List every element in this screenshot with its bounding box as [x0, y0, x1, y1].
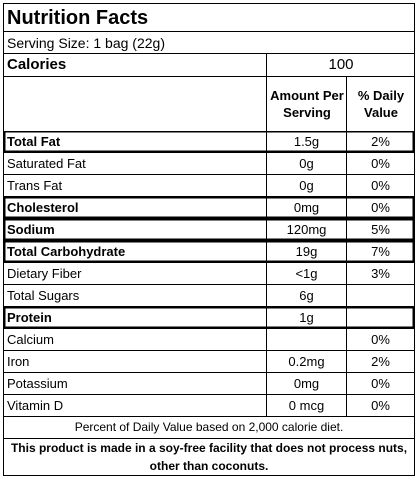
nutrient-daily-value [346, 307, 414, 329]
daily-value-footnote: Percent of Daily Value based on 2,000 calorie diet. [4, 416, 414, 439]
nutrient-row-vitamin-d [4, 395, 414, 417]
nutrient-daily-value: 0% [346, 153, 414, 175]
nutrient-name: Saturated Fat [7, 156, 86, 171]
allergen-note: This product is made in a soy-free facility that does not process nuts, other than coconuts. [10, 441, 408, 473]
nutrient-daily-value: 2% [346, 131, 414, 153]
nutrient-daily-value: 7% [346, 241, 414, 263]
nutrient-row-sodium [4, 219, 414, 241]
nutrient-name: Total Fat [7, 134, 61, 149]
column-header-row [4, 76, 414, 132]
nutrient-name: Trans Fat [7, 178, 63, 193]
nutrition-facts-label [3, 3, 415, 476]
header-blank-cell [4, 76, 266, 131]
label-title: Nutrition Facts [4, 4, 414, 32]
nutrient-name: Cholesterol [7, 200, 79, 215]
nutrient-row-trans-fat [4, 175, 414, 197]
nutrient-name: Vitamin D [7, 398, 64, 413]
nutrient-amount: 120mg [266, 219, 346, 241]
nutrient-name: Total Carbohydrate [7, 244, 126, 259]
nutrient-name: Sodium [7, 222, 55, 237]
nutrient-daily-value: 2% [346, 351, 414, 373]
nutrient-rows [4, 131, 414, 417]
nutrient-row-calcium [4, 329, 414, 351]
header-amount-per-serving: Amount Per Serving [266, 76, 347, 131]
nutrient-amount [266, 329, 346, 351]
nutrient-daily-value: 0% [346, 329, 414, 351]
nutrient-name: Calcium [7, 332, 54, 347]
nutrient-row-dietary-fiber [4, 263, 414, 285]
nutrient-row-potassium [4, 373, 414, 395]
nutrient-name: Dietary Fiber [7, 266, 82, 281]
nutrient-amount: 19g [266, 241, 346, 263]
nutrient-amount: 0g [266, 175, 346, 197]
nutrient-name: Iron [7, 354, 30, 369]
nutrient-name: Total Sugars [7, 288, 80, 303]
nutrient-daily-value: 0% [346, 197, 414, 219]
nutrient-amount: 0mg [266, 197, 346, 219]
nutrient-name: Protein [7, 310, 52, 325]
nutrient-row-iron [4, 351, 414, 373]
nutrient-daily-value: 0% [346, 373, 414, 395]
calories-value: 100 [266, 54, 415, 76]
calories-label: Calories [7, 56, 67, 73]
nutrient-daily-value: 0% [346, 175, 414, 197]
nutrient-daily-value: 3% [346, 263, 414, 285]
header-daily-value: % Daily Value [346, 76, 415, 131]
nutrient-amount: 1g [266, 307, 346, 329]
nutrient-amount: 0g [266, 153, 346, 175]
nutrient-amount: 0.2mg [266, 351, 346, 373]
nutrient-name: Potassium [7, 376, 68, 391]
nutrient-row-total-sugars [4, 285, 414, 307]
nutrient-amount: <1g [266, 263, 346, 285]
nutrient-amount: 6g [266, 285, 346, 307]
nutrient-row-protein [4, 307, 414, 329]
nutrient-row-saturated-fat [4, 153, 414, 175]
calories-row [4, 54, 414, 77]
nutrient-daily-value [346, 285, 414, 307]
nutrient-daily-value: 5% [346, 219, 414, 241]
nutrient-row-total-fat [4, 131, 414, 153]
nutrient-row-cholesterol [4, 197, 414, 219]
serving-size: Serving Size: 1 bag (22g) [4, 32, 414, 54]
nutrient-row-total-carbohydrate [4, 241, 414, 263]
nutrient-amount: 1.5g [266, 131, 346, 153]
nutrient-daily-value: 0% [346, 395, 414, 417]
nutrient-amount: 0 mcg [266, 395, 346, 417]
nutrient-amount: 0mg [266, 373, 346, 395]
